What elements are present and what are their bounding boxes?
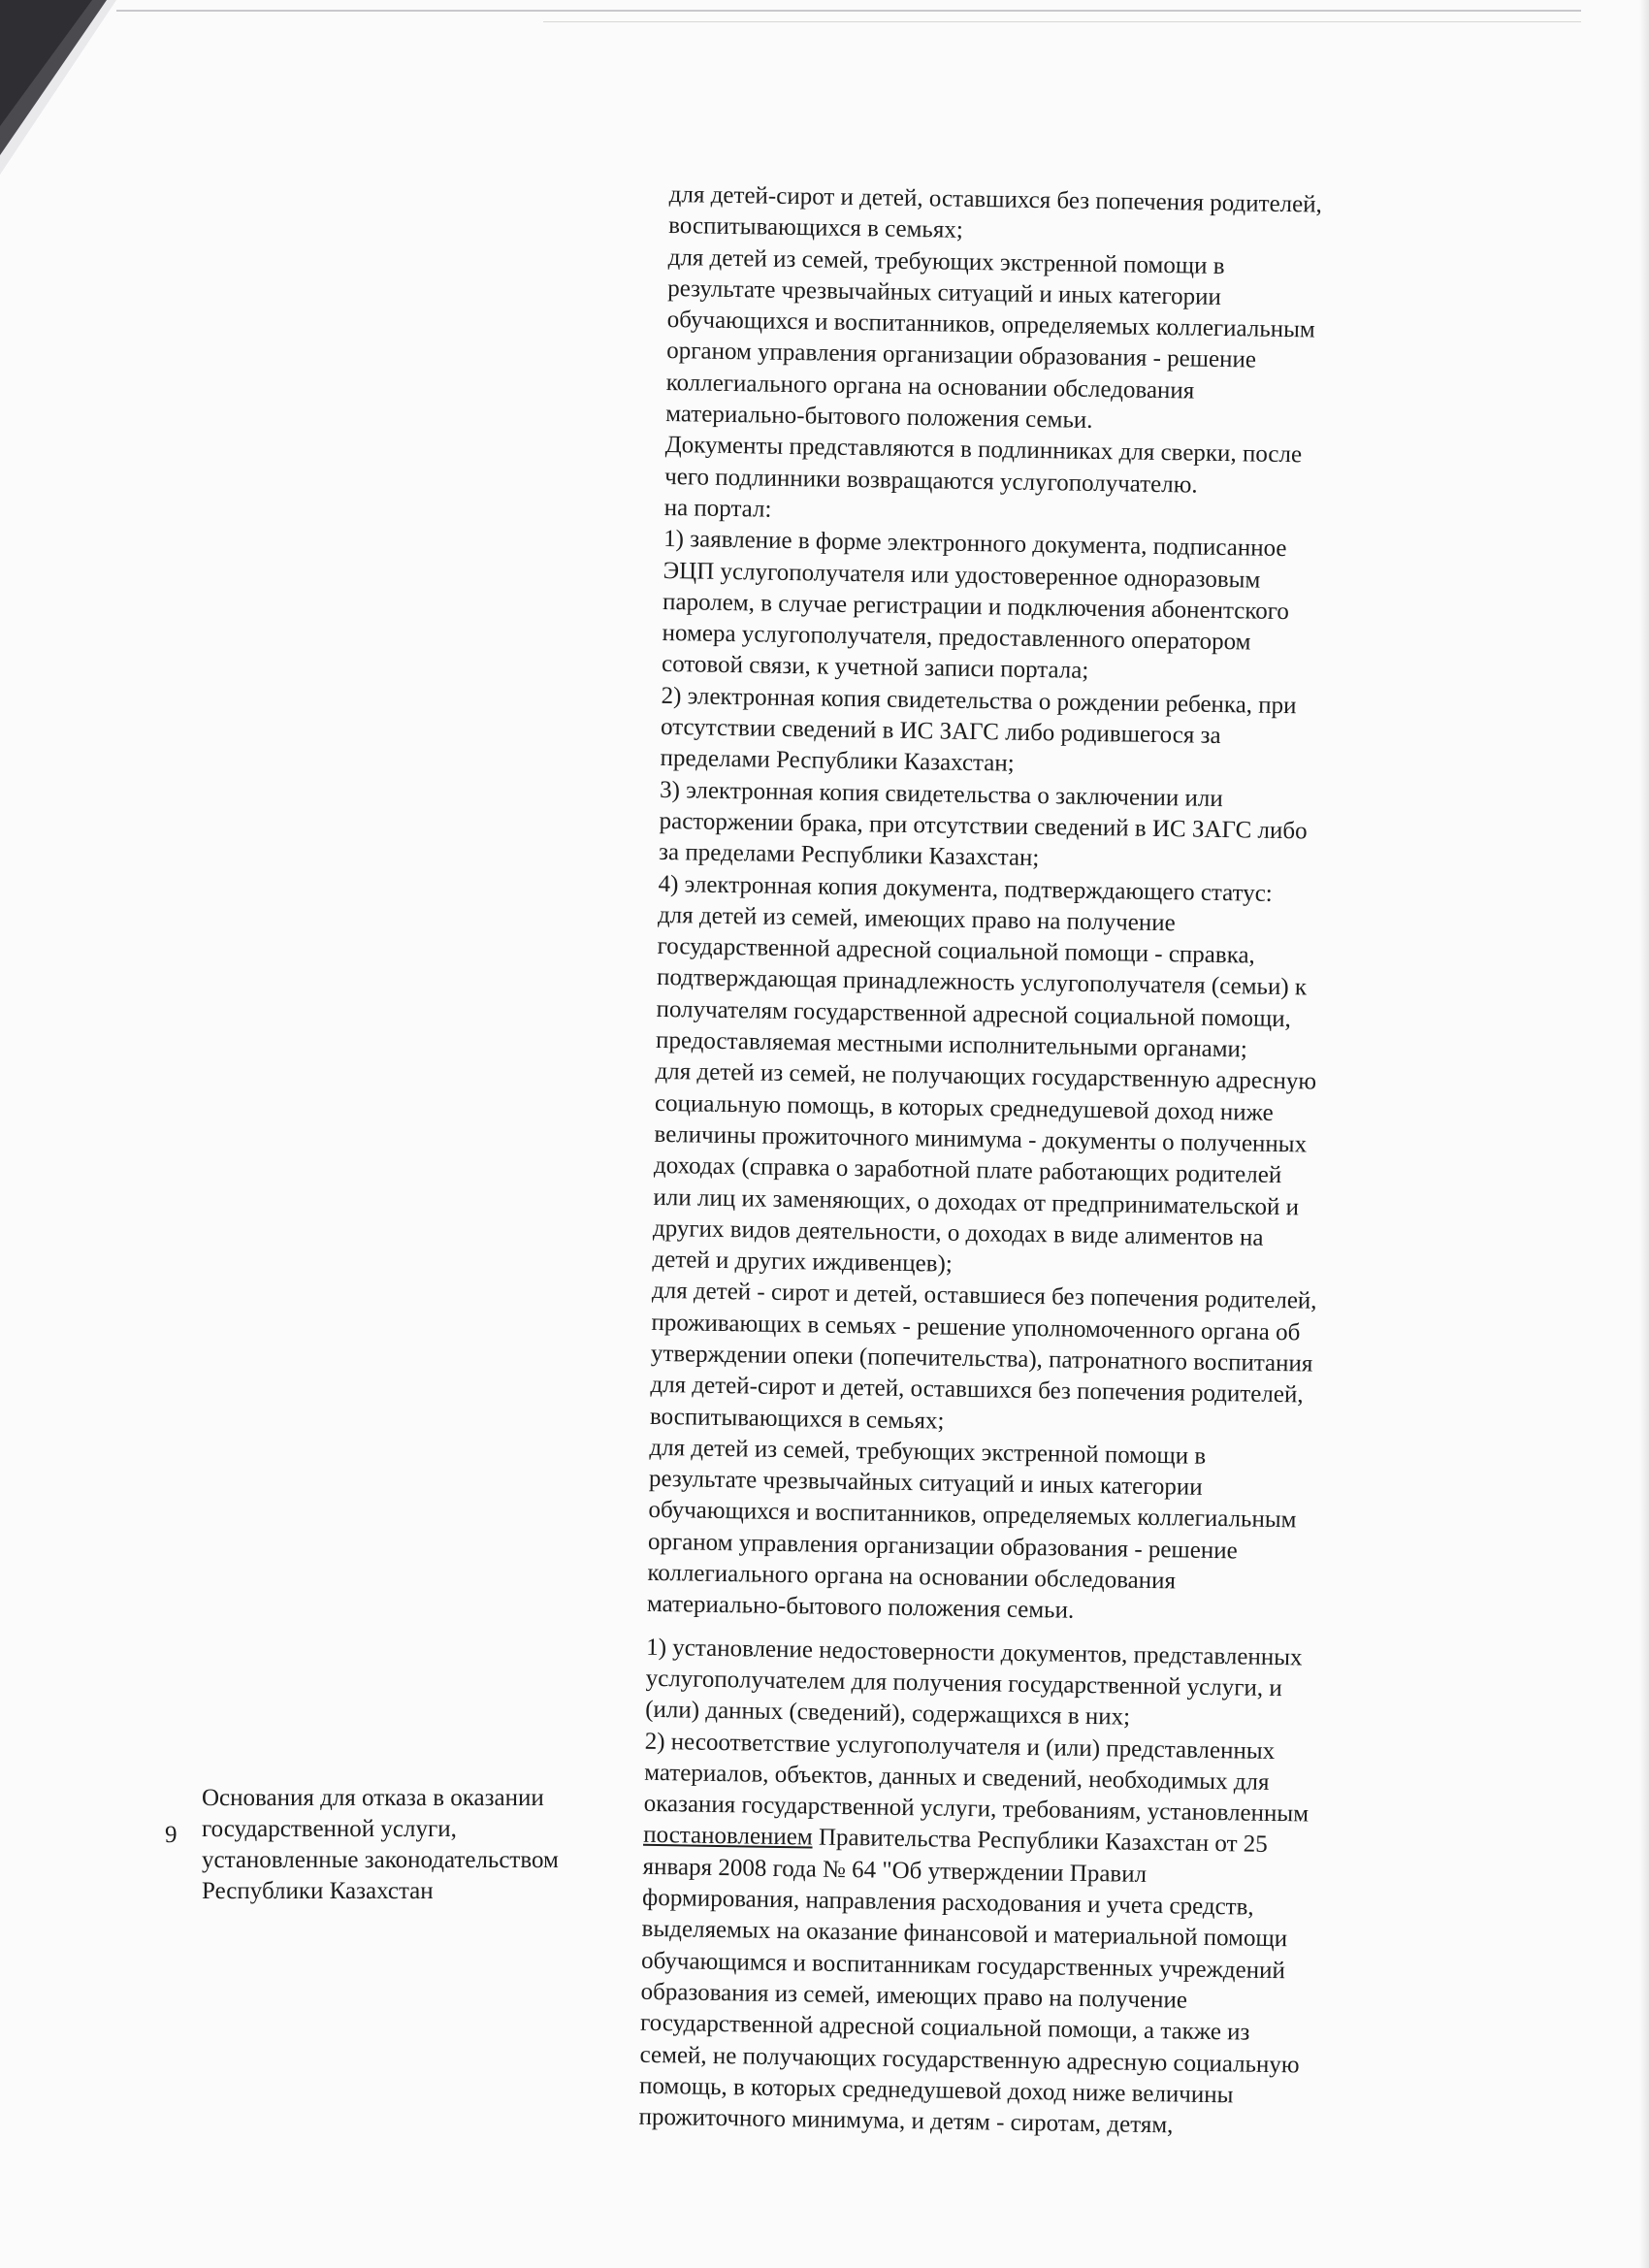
documents-list — [647, 179, 1445, 1633]
document-text-line: предоставляемая местными исполнительными органами; — [655, 1026, 1248, 1063]
page-right-shadow — [1639, 0, 1649, 2268]
row-number: 9 — [165, 1822, 178, 1848]
document-text-line: социальную помощь, в которых среднедушевой доход ниже — [654, 1089, 1274, 1126]
refusal-text-line: 1) установление недостоверности документов, представленных — [646, 1634, 1303, 1671]
document-text-line: коллегиального органа на основании обследования — [665, 369, 1195, 405]
folded-corner-icon — [0, 0, 116, 175]
document-text-line: органом управления организации образования - решение — [647, 1528, 1238, 1565]
document-text-line: 4) электронная копия документа, подтверждающего статус: — [658, 870, 1273, 907]
document-text-line: других видов деятельности, о доходах в виде алиментов на — [652, 1215, 1264, 1251]
row-title-line: Основания для отказа в оказании — [202, 1785, 544, 1811]
document-text-line: для детей из семей, требующих экстренной помощи в — [667, 243, 1225, 279]
document-text-line: подтверждающая принадлежность услугополучателя (семьи) к — [656, 964, 1308, 1001]
document-text-line: 2) электронная копия свидетельства о рождении ребенка, при — [661, 682, 1297, 719]
refusal-text-line: января 2008 года № 64 "Об утверждении Правил — [642, 1853, 1148, 1888]
refusal-text-line: (или) данных (сведений), содержащихся в них; — [645, 1697, 1131, 1731]
document-text-line: воспитывающихся в семьях; — [668, 212, 963, 244]
document-text-line: за пределами Республики Казахстан; — [658, 839, 1040, 872]
refusal-text-line: выделяемых на оказание финансовой и материальной помощи — [641, 1916, 1288, 1953]
page-top-edge-secondary — [543, 21, 1581, 22]
refusal-lines-continued — [638, 1852, 1418, 2146]
resolution-link[interactable]: постановлением — [642, 1822, 813, 1851]
refusal-text-line: помощь, в которых среднедушевой доход ниже величины — [638, 2072, 1234, 2109]
document-text-line: или лиц их заменяющих, о доходах от предпринимательской и — [653, 1183, 1300, 1220]
refusal-text-line: государственной адресной социальной помощи, а также из — [639, 2009, 1250, 2046]
document-text-line: для детей из семей, не получающих государственную адресную — [655, 1058, 1317, 1095]
row-title-line: государственной услуги, — [202, 1816, 457, 1842]
document-text-line: пределами Республики Казахстан; — [660, 745, 1015, 778]
refusal-text-line: прожиточного минимума, и детям - сиротам, детям, — [638, 2103, 1174, 2139]
document-text-line: паролем, в случае регистрации и подключения абонентского — [662, 588, 1290, 625]
document-text-line: 3) электронная копия свидетельства о заключении или — [659, 776, 1223, 812]
document-text-line: детей и других иждивенцев); — [652, 1246, 953, 1278]
row-title-line: установленные законодательством — [202, 1847, 559, 1873]
row-title — [202, 1783, 629, 1907]
document-text-line: обучающихся и воспитанников, определяемых коллегиальным — [648, 1497, 1297, 1534]
document-text-line: материально-бытового положения семьи. — [664, 401, 1093, 434]
document-text-line: результате чрезвычайных ситуаций и иных категории — [648, 1466, 1203, 1501]
document-text-line: величины прожиточного минимума - документы о полученных — [654, 1120, 1308, 1158]
document-text-line: сотовой связи, к учетной записи портала; — [661, 651, 1089, 685]
document-text-line: для детей-сирот и детей, оставшихся без попечения родителей, — [650, 1372, 1304, 1409]
refusal-grounds — [638, 1632, 1422, 2145]
document-text-line: Документы представляются в подлинниках для сверки, после — [664, 432, 1303, 469]
document-text-line: расторжении брака, при отсутствии сведений в ИС ЗАГС либо — [659, 807, 1308, 845]
document-text-line: воспитывающихся в семьях; — [649, 1403, 945, 1435]
refusal-link-line-rest: Правительства Республики Казахстан от 25 — [812, 1824, 1268, 1859]
document-text-line: получателям государственной адресной социальной помощи, — [656, 995, 1292, 1032]
document-text-line: 1) заявление в форме электронного документа, подписанное — [663, 526, 1287, 563]
refusal-text-line: оказания государственной услуги, требованиям, установленным — [643, 1790, 1310, 1828]
document-text-line: обучающихся и воспитанников, определяемых коллегиальным — [666, 307, 1315, 343]
refusal-text-line: формирования, направления расходования и учета средств, — [641, 1884, 1254, 1921]
refusal-text-line: материалов, объектов, данных и сведений, необходимых для — [643, 1759, 1270, 1796]
document-text-line: на портал: — [663, 494, 772, 523]
refusal-text-line: услугополучателем для получения государственной услуги, и — [645, 1665, 1282, 1702]
refusal-lines — [643, 1632, 1422, 1831]
document-text-line: материально-бытового положения семьи. — [646, 1591, 1075, 1625]
document-text-line: органом управления организации образования - решение — [666, 338, 1257, 374]
document-text-line: для детей - сирот и детей, оставшиеся без попечения родителей, — [651, 1278, 1317, 1315]
row-content — [638, 179, 1445, 2146]
document-text-line: проживающих в семьях - решение уполномоченного органа об — [651, 1309, 1301, 1346]
document-text-line: для детей из семей, требующих экстренной помощи в — [649, 1434, 1207, 1470]
document-text-line: для детей из семей, имеющих право на получение — [657, 901, 1176, 937]
document-text-line: утверждении опеки (попечительства), патронатного воспитания — [650, 1340, 1313, 1377]
document-text-line: для детей-сирот и детей, оставшихся без попечения родителей, — [668, 180, 1323, 218]
document-text-line: чего подлинники возвращаются услугополучателю. — [663, 463, 1198, 499]
document-text-line: номера услугополучателя, предоставленного оператором — [662, 620, 1251, 656]
document-text-line: доходах (справка о заработной плате работающих родителей — [653, 1152, 1282, 1189]
row-title-line: Республики Казахстан — [202, 1878, 434, 1904]
refusal-text-line: семей, не получающих государственную адресную социальную — [639, 2041, 1300, 2078]
refusal-text-line: образования из семей, имеющих право на получение — [640, 1978, 1188, 2014]
document-text-line: ЭЦП услугополучателя или удостоверенное одноразовым — [663, 557, 1261, 594]
document-text-line: коллегиального органа на основании обследования — [647, 1559, 1177, 1595]
refusal-text-line: обучающимся и воспитанникам государственных учреждений — [640, 1947, 1286, 1984]
document-text-line: результате чрезвычайных ситуаций и иных категории — [667, 275, 1222, 310]
document-text-line: государственной адресной социальной помощи - справка, — [657, 933, 1256, 969]
refusal-text-line: 2) несоответствие услугополучателя и (или) представленных — [644, 1728, 1276, 1765]
document-text-line: отсутствии сведений в ИС ЗАГС либо родившегося за — [660, 713, 1221, 750]
page-top-edge — [116, 10, 1581, 12]
